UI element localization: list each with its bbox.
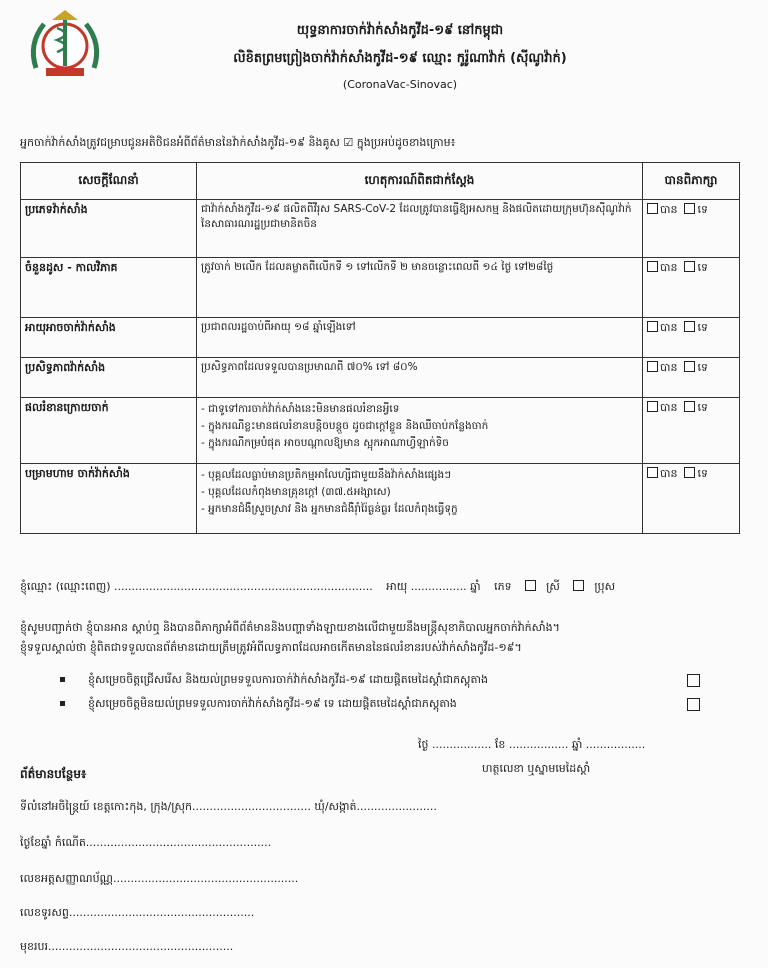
row-facts [197,200,643,258]
paragraph-line-2: ខ្ញុំទទួលស្គាល់ថា ខ្ញុំពិតជាទទួលបានព័ត៌មានដោយត្រឹមត្រូវអំពីលទ្ធភាពដែលអាចកើតមាននៃផលរំខានរបស់វ៉ាក់សាំងកូវីដ-១៩។ [20,641,522,654]
yes-checkbox[interactable] [647,361,658,372]
no-checkbox[interactable] [684,467,695,478]
phone-field[interactable]: លេខទូរសព្ទ..................................................... [20,906,255,919]
row-discussed [643,258,740,318]
fact-line: ប្រជាពលរដ្ឋចាប់ពីអាយុ ១៨ ឆ្នាំឡើងទៅ [201,321,356,333]
fact-line: ប្រសិទ្ធភាពដែលទទួលបានប្រមាណពី ៧០% ទៅ ៨០% [201,361,418,373]
table-row [21,318,740,358]
no-checkbox[interactable] [684,203,695,214]
additional-info-heading: ព័ត៌មានបន្ថែម៖ [20,767,87,781]
row-discussed [643,200,740,258]
row-facts [197,318,643,358]
no-label: ទេ [697,261,708,274]
decision-accept-text: ខ្ញុំសម្រេចចិត្តជ្រើសរើស និងយល់ព្រមទទួលការចាក់វ៉ាក់សាំងកូវីដ-១៩ ដោយផ្តិតមេដៃស្តាំជាភស្តុតាង [88,673,488,686]
yes-label: បាន [660,401,678,414]
row-facts [197,464,643,534]
header-guidance: សេចក្តីណែនាំ [21,163,197,200]
no-label: ទេ [697,467,708,480]
no-label: ទេ [697,321,708,334]
row-topic: ប្រភេទវ៉ាក់សាំង [21,200,197,258]
ministry-logo [22,8,108,80]
row-topic: ចំនួនដូស - កាលវិភាគ [21,258,197,318]
age-field[interactable]: អាយុ ................ ឆ្នាំ [386,580,481,593]
yes-label: បាន [660,361,678,374]
yes-label: បាន [660,261,678,274]
row-discussed [643,398,740,464]
row-facts [197,258,643,318]
decision-decline-text: ខ្ញុំសម្រេចចិត្តមិនយល់ព្រមទទួលការចាក់វ៉ាក់សាំងកូវីដ-១៩ ទេ ដោយផ្តិតមេដៃស្តាំជាភស្តុតាង [88,697,457,710]
accept-checkbox[interactable] [687,674,700,687]
row-topic: បម្រាមហាម ចាក់វ៉ាក់សាំង [21,464,197,534]
table-header-row [21,163,740,200]
no-label: ទេ [697,203,708,216]
date-field[interactable]: ថ្ងៃ ................. ខែ ................. ឆ្នាំ ................. [418,738,646,751]
address-field[interactable]: ទីលំនៅអចិន្ត្រៃយ៍ ខេត្តកោះកុង, ក្រុង/ស្រុក.................................. ឃុំ/សង្កាត់....................... [20,800,437,813]
row-discussed [643,464,740,534]
no-checkbox[interactable] [684,321,695,332]
row-topic: ផលរំខានក្រោយចាក់ [21,398,197,464]
yes-checkbox[interactable] [647,401,658,412]
table-row [21,200,740,258]
info-table [20,162,740,534]
name-row [20,580,750,596]
female-checkbox[interactable] [525,580,536,591]
birthdate-field[interactable]: ថ្ងៃខែឆ្នាំ កំណើត..................................................... [20,836,272,849]
row-discussed [643,358,740,398]
yes-checkbox[interactable] [647,261,658,272]
no-checkbox[interactable] [684,401,695,412]
confirmation-paragraph [20,618,750,658]
fact-line: ជាវ៉ាក់សាំងកូវីដ-១៩ ផលិតពីវីរុស SARS-CoV-2 ដែលត្រូវបានធ្វើឱ្យអសកម្ម និងផលិតដោយក្រុមហ៊ុនស៊ីណូវ៉ាក់ នៃសាធារណរដ្ឋប្រជាមានិតចិន [201,203,632,230]
yes-label: បាន [660,321,678,334]
yes-checkbox[interactable] [647,467,658,478]
intro-before: អ្នកចាក់វ៉ាក់សាំងត្រូវជម្រាបជូនអតិថិជនអំពីព័ត៌មាននៃវ៉ាក់សាំងកូវីដ-១៩ និងគូស [20,136,340,149]
fact-line: - អ្នកមានជំងឺស្រួចស្រាវ និង អ្នកមានជំងឺរ៉ាំរ៉ៃធ្ងន់ធ្ងរ ដែលកំពុងធ្វើទុក្ខ [201,501,638,518]
id-card-field[interactable]: លេខអត្តសញ្ញាណប័ណ្ណ..................................................... [20,872,299,885]
occupation-field[interactable]: មុខរបរ..................................................... [20,940,234,953]
name-field[interactable]: ខ្ញុំឈ្មោះ (ឈ្មោះពេញ) .......................................................................... [20,580,373,593]
fact-line: ត្រូវចាក់ ២លើក ដែលគម្លាតពីលើកទី ១ ទៅលើកទី ២ មានចន្លោះពេលពី ១៤ ថ្ងៃ ទៅ២៨ថ្ងៃ [201,261,554,273]
table-body [21,200,740,534]
bullet-icon [60,701,65,706]
yes-checkbox[interactable] [647,203,658,214]
female-label: ស្រី [546,580,560,593]
fact-line: - បុគ្គលដែលធ្លាប់មានប្រតិកម្មអាលែហ្សីជាមួយនឹងវ៉ាក់សាំងផ្សេងៗ [201,467,638,484]
campaign-title: យុទ្ធនាការចាក់វ៉ាក់សាំងកូវីដ-១៩ នៅកម្ពុជា [296,23,504,38]
fact-line: - ក្នុងករណីខ្លះមានផលរំខានបន្តិចបន្តួច ដូចជាក្តៅខ្លួន និងឈឺចាប់កន្លែងចាក់ [201,418,638,435]
row-facts [197,398,643,464]
signature-label: ហត្ថលេខា ឬស្នាមមេដៃស្តាំ [482,762,591,775]
table-row [21,398,740,464]
male-checkbox[interactable] [573,580,584,591]
row-topic: ប្រសិទ្ធភាពវ៉ាក់សាំង [21,358,197,398]
yes-checkbox[interactable] [647,321,658,332]
no-label: ទេ [697,401,708,414]
yes-label: បាន [660,203,678,216]
no-label: ទេ [697,361,708,374]
no-checkbox[interactable] [684,361,695,372]
yes-label: បាន [660,467,678,480]
fact-line: - ក្នុងករណីកម្របំផុត អាចបណ្តាលឱ្យមាន ស្អុកអាណាហ្វីឡាក់ទិច [201,435,638,452]
table-row [21,258,740,318]
decision-list [60,668,700,716]
male-label: ប្រុស [594,580,616,593]
checkbox-icon: ☑ [343,136,354,149]
fact-line: - ជាទូទៅការចាក់វ៉ាក់សាំងនេះមិនមានផលរំខានអ្វីទេ [201,401,638,418]
fact-line: - បុគ្គលដែលកំពុងមានគ្រុនក្តៅ (៣៧.៥អង្សាសេ) [201,484,638,501]
intro-after: ក្នុងប្រអប់ដូចខាងក្រោម៖ [356,136,456,149]
sex-label: ភេទ [494,580,512,593]
paragraph-line-1: ខ្ញុំសូមបញ្ជាក់ថា ខ្ញុំបានអាន ស្តាប់ឮ និងបានពិភាក្សាអំពីព័ត៌មាននិងបញ្ហាទាំងឡាយខាងលើជាមួយនឹងមន្ត្រីសុខាភិបាលអ្នកចាក់វ៉ាក់សាំង។ [20,621,560,634]
decline-checkbox[interactable] [687,698,700,711]
header-discussed: បានពិភាក្សា [643,163,740,200]
row-facts [197,358,643,398]
no-checkbox[interactable] [684,261,695,272]
intro-text [20,136,455,152]
table-row [21,464,740,534]
row-discussed [643,318,740,358]
decision-accept [60,668,700,692]
table-row [21,358,740,398]
decision-decline [60,692,700,716]
form-title: លិខិតព្រមព្រៀងចាក់វ៉ាក់សាំងកូវីដ-១៩ ឈ្មោះ កូរ៉ូណាវ៉ាក់ (ស៊ីណូវ៉ាក់) [233,51,567,66]
vaccine-name: (CoronaVac-Sinovac) [342,78,458,91]
row-topic: អាយុអាចចាក់វ៉ាក់សាំង [21,318,197,358]
header-facts: ហេតុការណ៍ពិតជាក់ស្តែង [197,163,643,200]
bullet-icon [60,677,65,682]
